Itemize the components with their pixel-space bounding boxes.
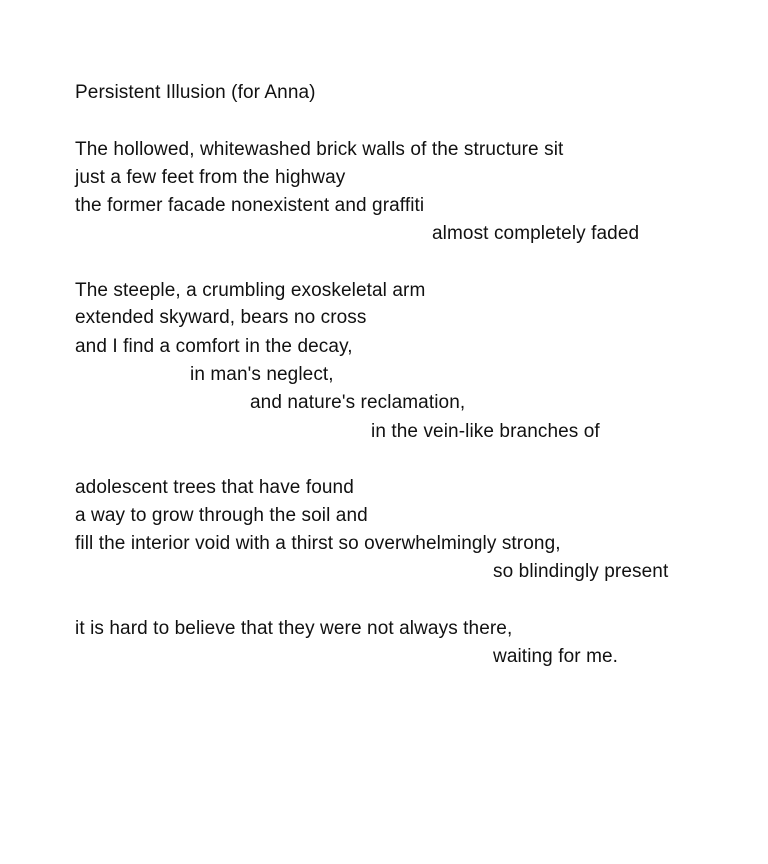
poem-line: in man's neglect, bbox=[190, 364, 334, 385]
poem-line: so blindingly present bbox=[493, 561, 669, 582]
poem-line: The hollowed, whitewashed brick walls of the structure sit bbox=[75, 139, 564, 160]
poem-title: Persistent Illusion (for Anna) bbox=[75, 82, 316, 103]
poem-line: in the vein-like branches of bbox=[371, 421, 600, 442]
poem-line: extended skyward, bears no cross bbox=[75, 307, 367, 328]
poem-line: it is hard to believe that they were not always there, bbox=[75, 618, 513, 639]
poem-line: almost completely faded bbox=[432, 223, 640, 244]
poem-line: and I find a comfort in the decay, bbox=[75, 336, 353, 357]
poem-line: fill the interior void with a thirst so overwhelmingly strong, bbox=[75, 533, 561, 554]
poem-line: waiting for me. bbox=[493, 646, 619, 667]
poem-line: The steeple, a crumbling exoskeletal arm bbox=[75, 280, 426, 301]
poem-line: a way to grow through the soil and bbox=[75, 505, 368, 526]
poem-line: and nature's reclamation, bbox=[250, 392, 466, 413]
poem-line: the former facade nonexistent and graffiti bbox=[75, 195, 425, 216]
poem-line: just a few feet from the highway bbox=[75, 167, 346, 188]
poem-line: adolescent trees that have found bbox=[75, 477, 354, 498]
